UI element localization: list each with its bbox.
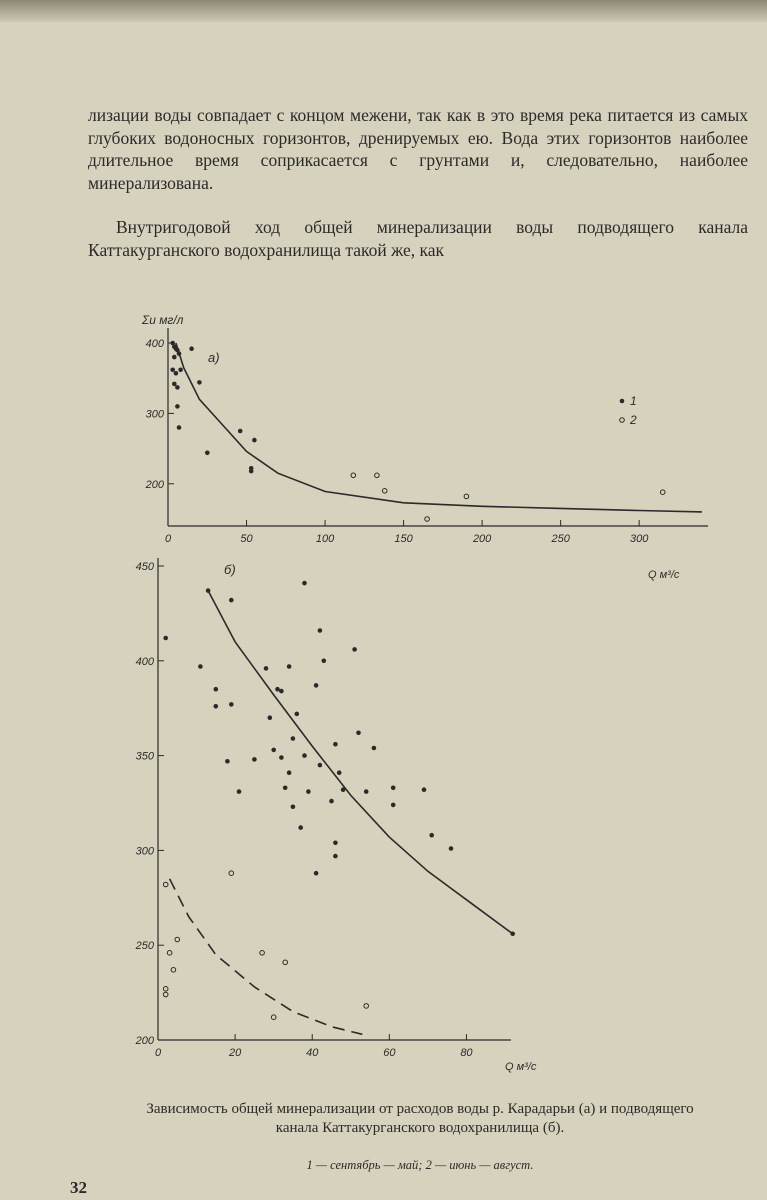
chart-b-point-series-1 xyxy=(356,731,361,736)
chart-a-x-tick-label: 50 xyxy=(240,533,253,545)
chart-a-point-series-2 xyxy=(382,489,387,494)
chart-b-point-series-2 xyxy=(229,871,234,876)
chart-b-x-tick-label: 0 xyxy=(154,1047,162,1059)
chart-b-point-series-1 xyxy=(229,702,234,707)
chart-b-point-series-1 xyxy=(214,687,219,692)
paragraph-2: Внутригодовой ход общей минерализации воды подводящего канала Каттакурганского водохранилища такой же, как xyxy=(88,217,748,260)
chart-b-point-series-1 xyxy=(429,833,434,838)
chart-b-point-series-1 xyxy=(318,763,323,768)
chart-b-x-tick-label: 60 xyxy=(383,1047,396,1059)
x-axis-label-b: Q м³/с xyxy=(505,1061,537,1073)
chart-b-point-series-1 xyxy=(295,712,300,717)
chart-b-point-series-1 xyxy=(333,841,338,846)
chart-b-point-series-1 xyxy=(275,687,280,692)
chart-b-point-series-1 xyxy=(252,757,257,762)
paragraph-1: лизации воды совпадает с концом межени, так как в это время река питается из самых глубоких водоносных горизонтов, дренируемых ею. Вода этих горизонтов наиболее длительное время соприкасается с грунтами и, следовательно, наиболее минерализована. xyxy=(88,105,748,193)
chart-b-y-tick-label: 250 xyxy=(135,940,154,953)
chart-a-point-series-2 xyxy=(464,494,469,499)
chart-b-point-series-2 xyxy=(271,1015,276,1020)
chart-b-point-series-1 xyxy=(268,715,273,720)
chart-b-point-series-1 xyxy=(372,746,377,751)
chart-b-point-series-1 xyxy=(291,805,296,810)
x-axis-label-a: Q м³/с xyxy=(648,569,680,581)
chart-a-y-tick-label: 200 xyxy=(145,478,164,491)
chart-b xyxy=(135,558,515,1059)
chart-b-point-series-2 xyxy=(283,960,288,965)
chart-b-point-series-1 xyxy=(279,755,284,760)
chart-a-point-series-1 xyxy=(175,404,180,409)
chart-b-point-series-1 xyxy=(163,636,168,641)
chart-b-point-series-1 xyxy=(206,588,211,593)
chart-b-point-series-1 xyxy=(337,770,342,775)
chart-b-y-tick-label: 400 xyxy=(135,655,154,668)
chart-b-x-tick-label: 80 xyxy=(460,1047,473,1059)
chart-a-x-tick-label: 100 xyxy=(315,533,335,545)
chart-b-point-series-1 xyxy=(322,659,327,664)
chart-b-point-series-1 xyxy=(306,789,311,794)
panel-b-label: б) xyxy=(224,562,236,577)
chart-b-y-tick-label: 350 xyxy=(135,750,154,763)
chart-a-point-series-2 xyxy=(425,517,430,522)
chart-b-point-series-1 xyxy=(225,759,230,764)
chart-a-point-series-1 xyxy=(175,385,180,390)
chart-b-fit-curve-1 xyxy=(208,591,513,934)
chart-b-point-series-1 xyxy=(352,647,357,652)
chart-b-point-series-2 xyxy=(163,987,168,992)
chart-b-point-series-1 xyxy=(287,770,292,775)
figure-legend-note: 1 — сентябрь — май; 2 — июнь — август. xyxy=(306,1158,534,1172)
chart-b-point-series-2 xyxy=(171,968,176,973)
chart-b-y-tick-label: 200 xyxy=(135,1035,154,1047)
chart-a-point-series-1 xyxy=(178,368,183,373)
chart-a-y-tick-label: 300 xyxy=(145,408,164,421)
chart-b-point-series-1 xyxy=(291,736,296,741)
chart-b-x-tick-label: 20 xyxy=(228,1047,242,1059)
legend-marker-1 xyxy=(620,399,625,404)
y-axis-label-a: Σи мг/л xyxy=(142,313,184,327)
chart-b-point-series-1 xyxy=(314,683,319,688)
chart-b-point-series-1 xyxy=(214,704,219,709)
chart-b-point-series-1 xyxy=(318,628,323,633)
chart-a xyxy=(145,328,708,545)
chart-b-y-tick-label: 450 xyxy=(135,561,154,573)
chart-a-point-series-1 xyxy=(238,429,243,434)
chart-b-point-series-2 xyxy=(167,951,172,956)
chart-a-x-tick-label: 200 xyxy=(472,533,492,545)
chart-a-point-series-1 xyxy=(170,368,175,373)
chart-a-point-series-2 xyxy=(351,473,356,478)
chart-b-point-series-1 xyxy=(333,742,338,747)
chart-b-point-series-2 xyxy=(163,992,168,997)
chart-a-point-series-1 xyxy=(249,469,254,474)
chart-b-x-tick-label: 40 xyxy=(306,1047,319,1059)
chart-b-point-series-1 xyxy=(314,871,319,876)
chart-b-point-series-1 xyxy=(298,825,303,830)
chart-a-point-series-1 xyxy=(197,380,202,385)
chart-a-point-series-1 xyxy=(174,371,179,376)
chart-b-point-series-1 xyxy=(449,846,454,851)
chart-b-point-series-1 xyxy=(279,689,284,694)
chart-a-point-series-1 xyxy=(189,346,194,351)
chart-a-point-series-2 xyxy=(660,490,665,495)
chart-b-point-series-2 xyxy=(364,1004,369,1009)
chart-b-point-series-1 xyxy=(229,598,234,603)
chart-b-point-series-1 xyxy=(302,581,307,586)
chart-a-x-tick-label: 150 xyxy=(394,533,413,545)
chart-a-fit-curve-1 xyxy=(176,343,702,512)
chart-b-fit-curve-2 xyxy=(170,879,363,1035)
legend-marker-2 xyxy=(620,418,625,423)
chart-b-point-series-2 xyxy=(175,937,180,942)
chart-a-x-tick-label: 300 xyxy=(629,533,649,545)
chart-b-point-series-1 xyxy=(271,748,276,753)
chart-a-point-series-1 xyxy=(172,382,177,387)
chart-a-point-series-1 xyxy=(205,451,210,456)
chart-b-point-series-1 xyxy=(237,789,242,794)
chart-b-point-series-1 xyxy=(283,786,288,791)
chart-b-point-series-1 xyxy=(333,854,338,859)
chart-b-point-series-1 xyxy=(302,753,307,758)
page-number: 32 xyxy=(70,1178,87,1197)
chart-b-point-series-1 xyxy=(391,803,396,808)
chart-a-x-tick-label: 0 xyxy=(164,533,172,545)
chart-b-point-series-1 xyxy=(198,664,203,669)
chart-a-point-series-2 xyxy=(375,473,380,478)
chart-a-point-series-1 xyxy=(172,355,177,360)
chart-b-point-series-1 xyxy=(510,932,515,937)
legend-label-1: 1 xyxy=(630,394,637,408)
chart-a-point-series-1 xyxy=(177,425,182,430)
chart-b-point-series-1 xyxy=(287,664,292,669)
legend-label-2: 2 xyxy=(630,413,637,427)
chart-a-y-tick-label: 400 xyxy=(145,338,164,351)
chart-b-point-series-1 xyxy=(422,787,427,792)
chart-a-x-tick-label: 250 xyxy=(551,533,570,545)
chart-b-point-series-2 xyxy=(163,882,168,887)
panel-a-label: а) xyxy=(208,350,220,365)
chart-a-point-series-1 xyxy=(177,351,182,356)
chart-b-point-series-1 xyxy=(341,787,346,792)
chart-b-point-series-2 xyxy=(260,951,265,956)
chart-b-point-series-1 xyxy=(364,789,369,794)
chart-b-y-tick-label: 300 xyxy=(135,845,154,858)
chart-b-point-series-1 xyxy=(329,799,334,804)
figure-caption: Зависимость общей минерализации от расходов воды р. Карадарьи (а) и подводящего канала Каттакурганского водохранилища (б). xyxy=(146,1101,694,1136)
chart-b-point-series-1 xyxy=(391,786,396,791)
chart-a-point-series-1 xyxy=(252,438,257,443)
chart-b-point-series-1 xyxy=(264,666,269,671)
